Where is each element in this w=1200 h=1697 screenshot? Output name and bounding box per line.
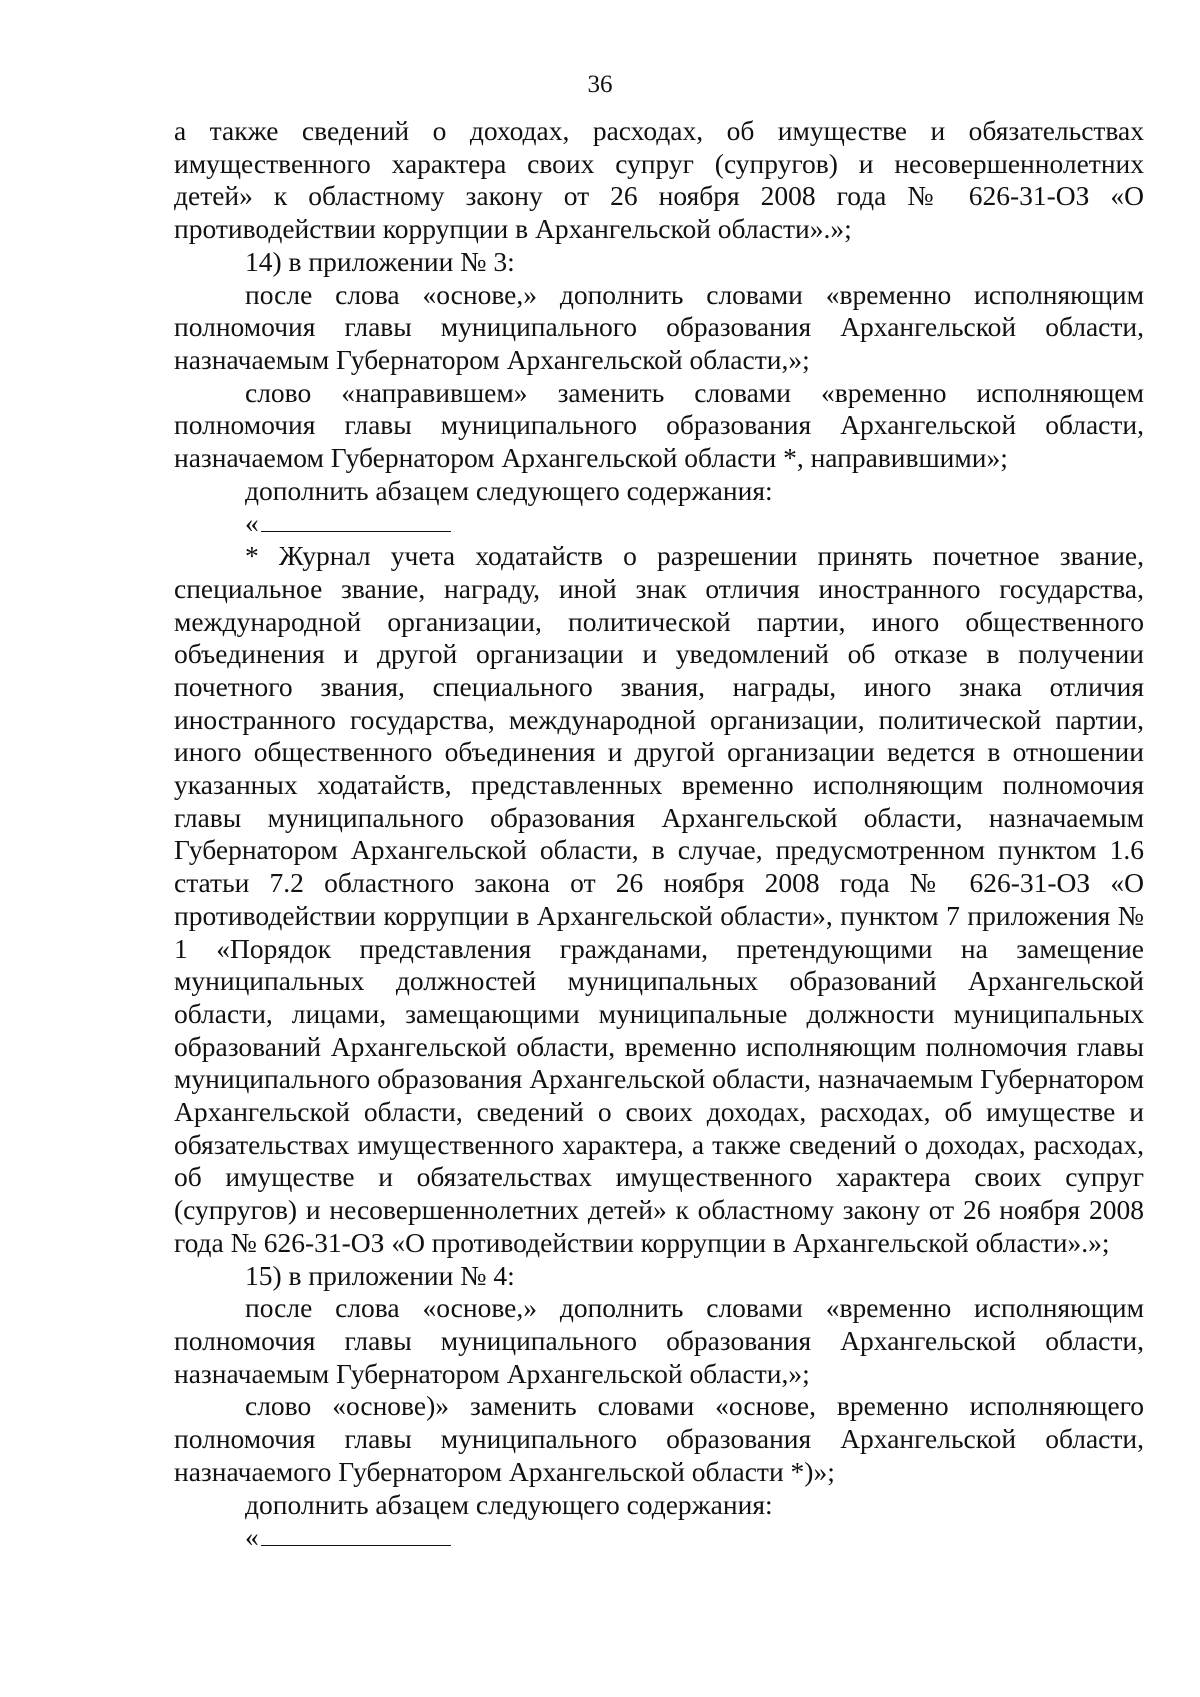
paragraph-amendment: слово «направившем» заменить словами «временно исполняющем полномочия главы муниципального образования Архангельской области, назначаемом Губернатором Архангельской области *, направившими»; xyxy=(174,376,1144,474)
footnote-separator xyxy=(174,507,1144,540)
footnote-rule xyxy=(261,530,451,532)
paragraph-amendment: слово «основе)» заменить словами «основе, временно исполняющего полномочия главы муниципального образования Архангельской области, назначаемого Губернатором Архангельской области *)»; xyxy=(174,1390,1144,1487)
paragraph-amendment: дополнить абзацем следующего содержания: xyxy=(245,1488,773,1520)
footnote-text: * Журнал учета ходатайств о разрешении принять почетное звание, специальное звание, награду, иной знак отличия иностранного государства, международной организации, политической партии, иного общественного объединения и другой организации и уведомлений об отказе в получении почетного звания, специального звания, награды, иного знака отличия иностранного государства, международной организации, политической партии, иного общественного объединения и другой организации ведется в отношении указанных ходатайств, представленных временно исполняющим полномочия главы муниципального образования Архангельской области, назначаемым Губернатором Архангельской области, в случае, предусмотренном пунктом 1.6 статьи 7.2 областного закона от 26 ноября 2008 года № 626-31-ОЗ «О противодействии коррупции в Архангельской области», пунктом 7 приложения № 1 «Порядок представления гражданами, претендующими на замещение муниципальных должностей муниципальных образований Архангельской области, лицами, замещающими муниципальные должности муниципальных образований Архангельской области, временно исполняющим полномочия главы муниципального образования Архангельской области, назначаемым Губернатором Архангельской области, сведений о своих доходах, расходах, об имуществе и обязательствах имущественного характера, а также сведений о доходах, расходах, об имуществе и обязательствах имущественного характера своих супруг (супругов) и несовершеннолетних детей» к областному закону от 26 ноября 2008 года № 626-31-ОЗ «О противодействии коррупции в Архангельской области».»; xyxy=(174,540,1144,1258)
paragraph-amendment: после слова «основе,» дополнить словами «временно исполняющим полномочия главы муниципального образования Архангельской области, назначаемым Губернатором Архангельской области,»; xyxy=(174,278,1144,375)
paragraph-continuation: а также сведений о доходах, расходах, об имуществе и обязательствах имущественного характера своих супруг (супругов) и несовершеннолетних детей» к областному закону от 26 ноября 2008 года № 626-31-ОЗ «О противодействии коррупции в Архангельской области».»; xyxy=(174,115,1144,245)
footnote-separator xyxy=(174,1521,1144,1554)
paragraph-amendment: после слова «основе,» дополнить словами «временно исполняющим полномочия главы муниципального образования Архангельской области, назначаемым Губернатором Архангельской области,»; xyxy=(174,1292,1144,1389)
paragraph-amendment: дополнить абзацем следующего содержания: xyxy=(245,474,773,506)
open-quote: « xyxy=(245,1521,259,1553)
open-quote: « xyxy=(245,507,259,539)
page-number: 36 xyxy=(587,71,613,98)
footnote-rule xyxy=(261,1544,451,1546)
document-body xyxy=(174,115,1144,1554)
paragraph-item-15: 15) в приложении № 4: xyxy=(245,1259,515,1291)
paragraph-item-14: 14) в приложении № 3: xyxy=(245,245,515,277)
